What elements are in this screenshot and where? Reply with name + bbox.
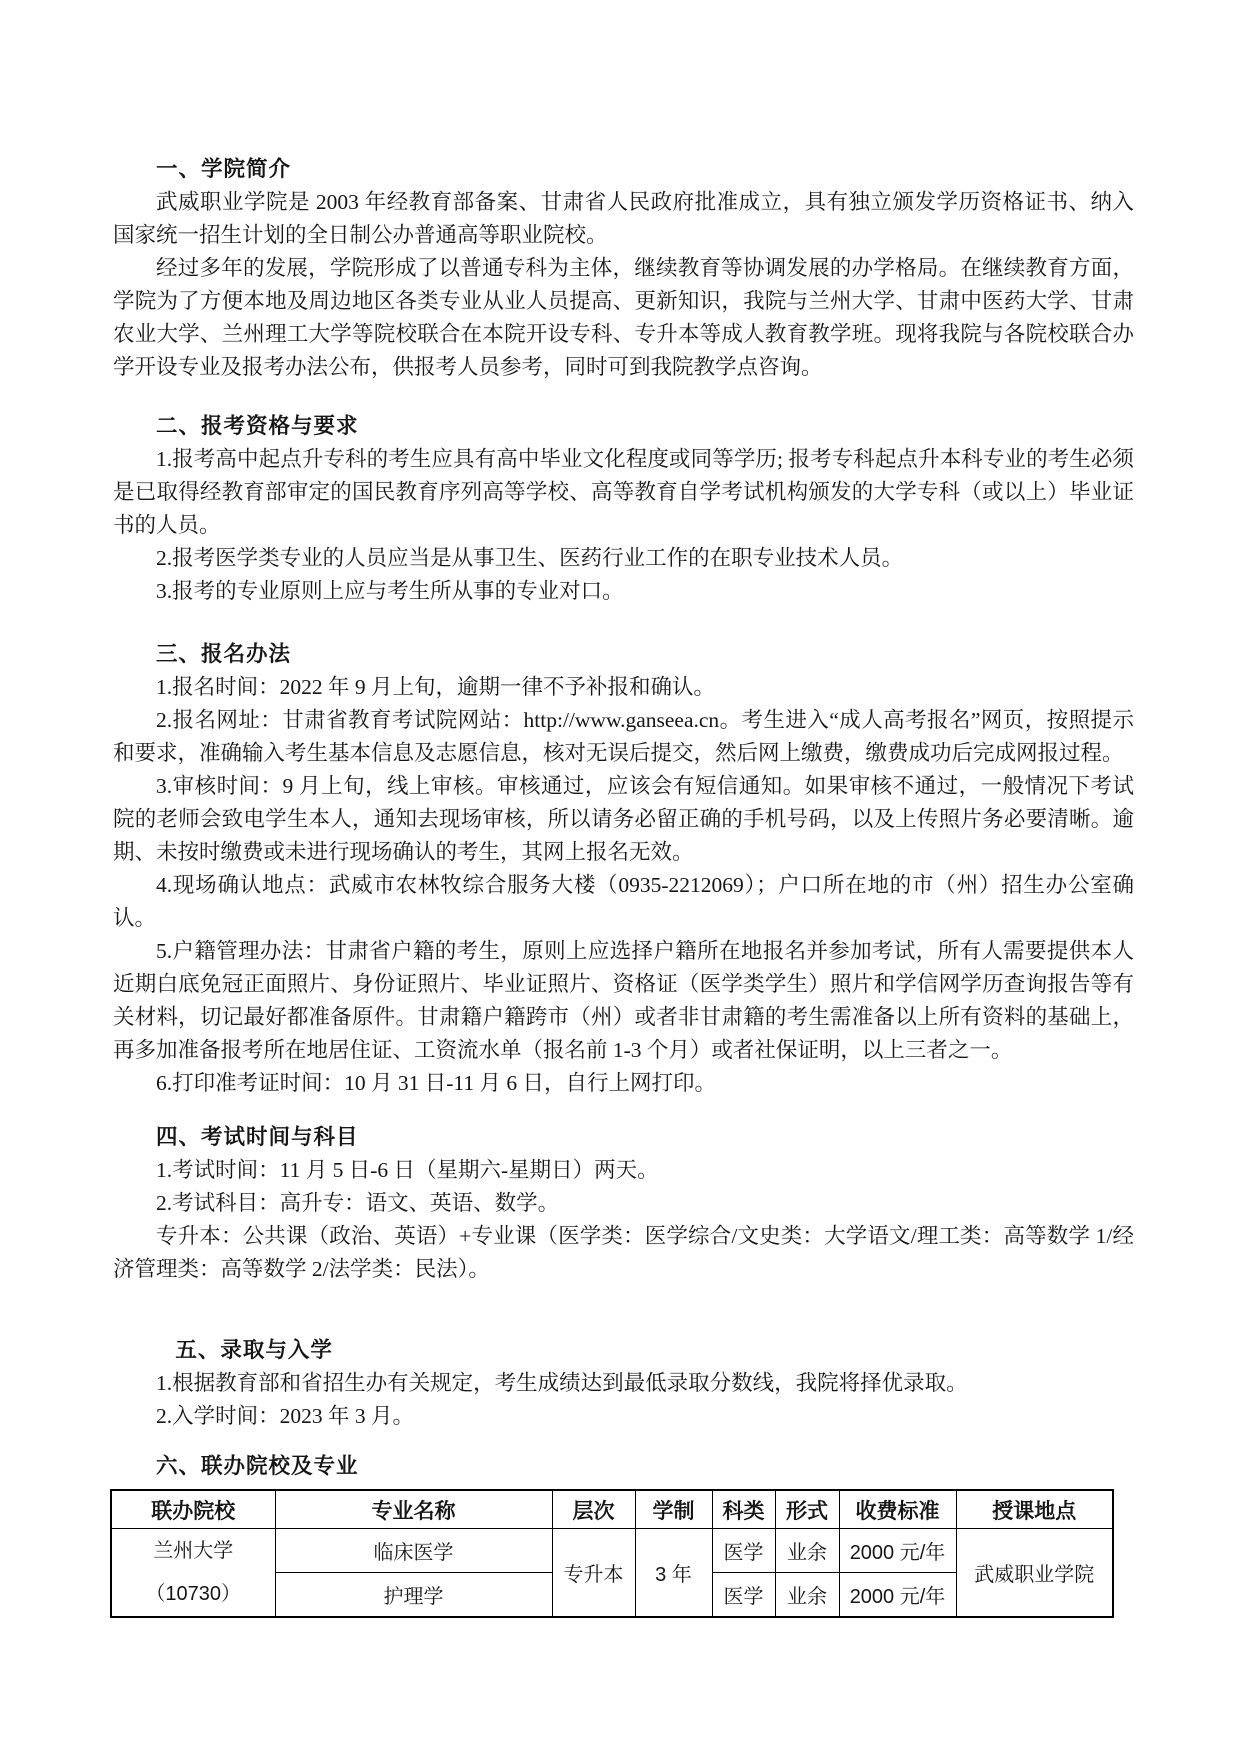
major-cell: 护理学	[275, 1573, 552, 1618]
paragraph: 武威职业学院是 2003 年经教育部备案、甘肃省人民政府批准成立，具有独立颁发学历资格证书、纳入国家统一招生计划的全日制公办普通高等职业院校。	[113, 190, 1134, 247]
college-code: （10730）	[145, 1582, 242, 1605]
table-header-row	[111, 1490, 1113, 1529]
paragraph: 1.报名时间：2022 年 9 月上旬，逾期一律不予补报和确认。	[156, 675, 716, 699]
header-fee: 收费标准	[839, 1490, 956, 1529]
paragraph: 经过多年的发展，学院形成了以普通专科为主体，继续教育等协调发展的办学格局。在继续教育方面，学院为了方便本地及周边地区各类专业从业人员提高、更新知识，我院与兰州大学、甘肃中医药大学、甘肃农业大学、兰州理工大学等院校联合在本院开设专科、专升本等成人教育教学班。现将我院与各院校联合办学开设专业及报考办法公布，供报考人员参考，同时可到我院教学点咨询。	[113, 256, 1134, 379]
header-major: 专业名称	[275, 1490, 552, 1529]
college-name: 兰州大学	[153, 1539, 234, 1562]
fee-cell: 2000 元/年	[839, 1529, 956, 1573]
header-college: 联办院校	[111, 1490, 275, 1529]
college-cell	[111, 1529, 275, 1618]
section-heading-intro: 一、学院简介	[156, 157, 292, 181]
header-location: 授课地点	[956, 1490, 1113, 1529]
category-cell: 医学	[712, 1573, 775, 1618]
level-cell: 专升本	[552, 1529, 635, 1618]
paragraph: 专升本：公共课（政治、英语）+专业课（医学类：医学综合/文史类：大学语文/理工类：高等数学 1/经济管理类：高等数学 2/法学类：民法）。	[113, 1224, 1134, 1281]
paragraph: 1.报考高中起点升专科的考生应具有高中毕业文化程度或同等学历; 报考专科起点升本科专业的考生必须是已取得经教育部审定的国民教育序列高等学校、高等教育自学考试机构颁发的大学专科（或以上）毕业证书的人员。	[113, 447, 1134, 537]
paragraph: 6.打印准考证时间：10 月 31 日-11 月 6 日，自行上网打印。	[156, 1071, 716, 1095]
paragraph: 1.考试时间：11 月 5 日-6 日（星期六-星期日）两天。	[156, 1158, 659, 1182]
section-heading-qualifications: 二、报考资格与要求	[156, 414, 359, 438]
mode-cell: 业余	[775, 1573, 839, 1618]
paragraph: 2.报名网址：甘肃省教育考试院网站：http://www.ganseea.cn。考生进入“成人高考报名”网页，按照提示和要求，准确输入考生基本信息及志愿信息，核对无误后提交，然后网上缴费，缴费成功后完成网报过程。	[113, 708, 1134, 765]
paragraph: 3.报考的专业原则上应与考生所从事的专业对口。	[156, 579, 624, 603]
mode-cell: 业余	[775, 1529, 839, 1573]
header-mode: 形式	[775, 1490, 839, 1529]
paragraph: 2.报考医学类专业的人员应当是从事卫生、医药行业工作的在职专业技术人员。	[156, 546, 904, 570]
programs-table	[110, 1489, 1114, 1618]
section-heading-programs: 六、联办院校及专业	[156, 1454, 359, 1478]
location-cell: 武威职业学院	[956, 1529, 1113, 1618]
header-category: 科类	[712, 1490, 775, 1529]
section-heading-exam: 四、考试时间与科目	[156, 1125, 359, 1149]
header-level: 层次	[552, 1490, 635, 1529]
table-row	[111, 1529, 1113, 1573]
paragraph: 5.户籍管理办法：甘肃省户籍的考生，原则上应选择户籍所在地报名并参加考试，所有人需要提供本人近期白底免冠正面照片、身份证照片、毕业证照片、资格证（医学类学生）照片和学信网学历查询报告等有关材料，切记最好都准备原件。甘肃籍户籍跨市（州）或者非甘肃籍的考生需准备以上所有资料的基础上，再多加准备报考所在地居住证、工资流水单（报名前 1-3 个月）或者社保证明，以上三者之一。	[113, 939, 1134, 1062]
document-body	[113, 153, 1134, 1618]
paragraph: 2.考试科目：高升专：语文、英语、数学。	[156, 1191, 560, 1215]
paragraph: 1.根据教育部和省招生办有关规定，考生成绩达到最低录取分数线，我院将择优录取。	[156, 1371, 968, 1395]
header-duration: 学制	[635, 1490, 712, 1529]
duration-cell: 3 年	[635, 1529, 712, 1618]
category-cell: 医学	[712, 1529, 775, 1573]
fee-cell: 2000 元/年	[839, 1573, 956, 1618]
paragraph: 2.入学时间：2023 年 3 月。	[156, 1404, 415, 1428]
paragraph: 4.现场确认地点：武威市农林牧综合服务大楼（0935-2212069）；户口所在地的市（州）招生办公室确认。	[113, 873, 1134, 930]
major-cell: 临床医学	[275, 1529, 552, 1573]
paragraph: 3.审核时间：9 月上旬，线上审核。审核通过，应该会有短信通知。如果审核不通过，一般情况下考试院的老师会致电学生本人，通知去现场审核，所以请务必留正确的手机号码，以及上传照片务必要清晰。逾期、未按时缴费或未进行现场确认的考生，其网上报名无效。	[113, 774, 1134, 864]
section-heading-admission: 五、录取与入学	[175, 1338, 333, 1362]
section-heading-registration: 三、报名办法	[156, 642, 292, 666]
